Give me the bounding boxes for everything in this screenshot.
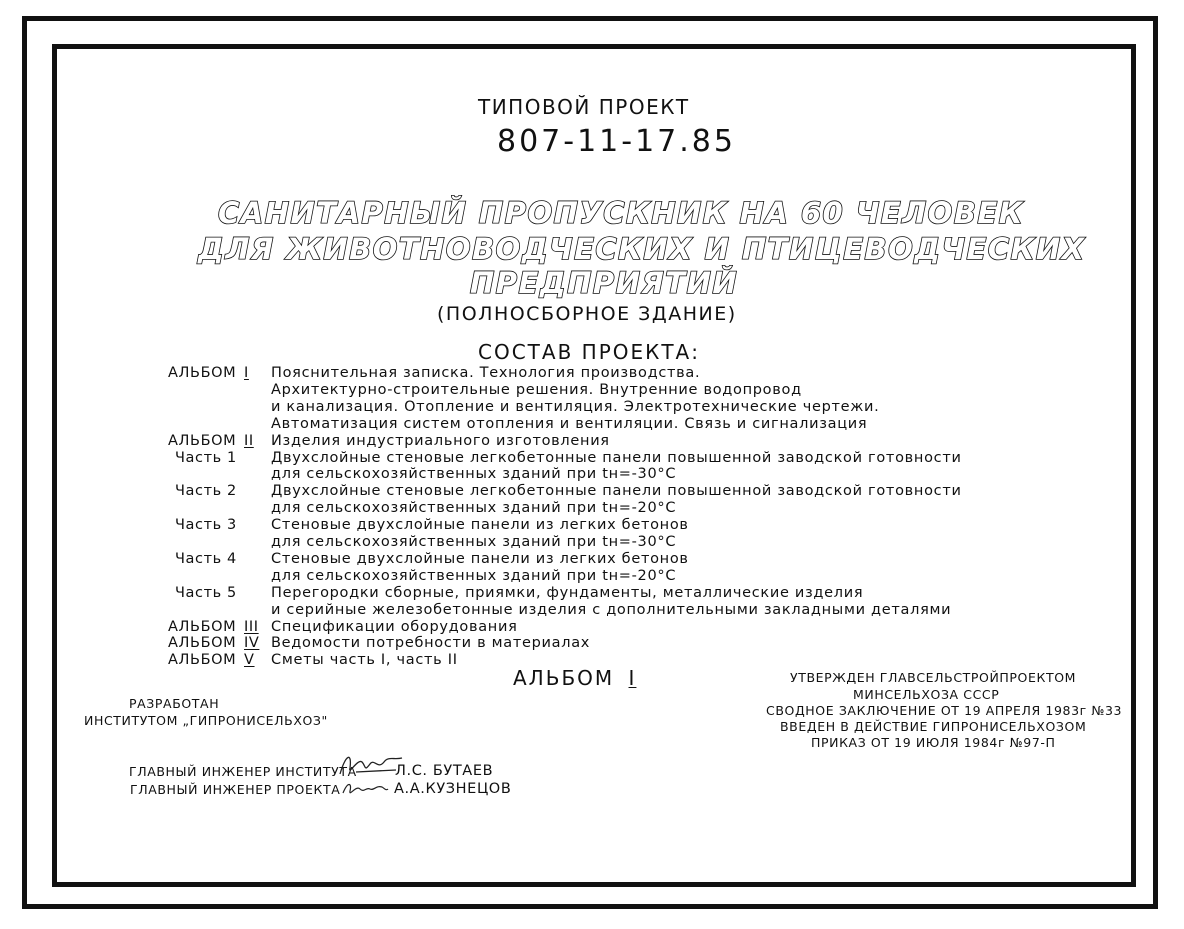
composition-row-text: Двухслойные стеновые легкобетонные панели повышенной заводской готовности <box>271 483 962 499</box>
composition-row-text: Сметы часть I, часть II <box>271 652 458 668</box>
composition-row-text: для сельскохозяйственных зданий при tн=-20°С <box>271 568 677 584</box>
project-type: ТИПОВОЙ ПРОЕКТ <box>478 95 690 119</box>
composition-row-text: Изделия индустриального изготовления <box>271 433 610 449</box>
signature-name-1: Л.С. БУТАЕВ <box>395 763 494 779</box>
title-line-2: ДЛЯ ЖИВОТНОВОДЧЕСКИХ И ПТИЦЕВОДЧЕСКИХ <box>198 232 1086 266</box>
composition-row-text: и канализация. Отопление и вентиляция. Электротехнические чертежи. <box>271 399 880 415</box>
signature-role-2: ГЛАВНЫЙ ИНЖЕНЕР ПРОЕКТА <box>130 782 341 797</box>
approval-line-3: СВОДНОЕ ЗАКЛЮЧЕНИЕ ОТ 19 АПРЕЛЯ 1983г №33 <box>766 703 1123 718</box>
composition-row-label: Часть 2 <box>175 483 237 499</box>
composition-row-roman: I <box>244 365 249 381</box>
composition-row-text: для сельскохозяйственных зданий при tн=-30°С <box>271 534 677 550</box>
developer-line-2: ИНСТИТУТОМ „ГИПРОНИСЕЛЬХОЗ" <box>84 713 328 728</box>
composition-row-text: Ведомости потребности в материалах <box>271 635 591 651</box>
composition-row-label: АЛЬБОМ <box>168 365 237 381</box>
composition-row-label: АЛЬБОМ <box>168 652 237 668</box>
approval-line-1: УТВЕРЖДЕН ГЛАВСЕЛЬСТРОЙПРОЕКТОМ <box>790 670 1077 685</box>
handwritten-signature-2 <box>340 777 390 801</box>
composition-row-text: для сельскохозяйственных зданий при tн=-20°С <box>271 500 677 516</box>
composition-row-label: Часть 5 <box>175 585 237 601</box>
project-number: 807-11-17.85 <box>497 124 736 159</box>
composition-row-roman: V <box>244 652 255 668</box>
title-subtitle: (ПОЛНОСБОРНОЕ ЗДАНИЕ) <box>437 303 737 325</box>
composition-row-text: и серийные железобетонные изделия с дополнительными закладными деталями <box>271 602 952 618</box>
title-line-3: ПРЕДПРИЯТИЙ <box>470 266 739 300</box>
composition-row-label: Часть 3 <box>175 517 237 533</box>
approval-line-2: МИНСЕЛЬХОЗА СССР <box>853 687 1000 702</box>
signature-role-1: ГЛАВНЫЙ ИНЖЕНЕР ИНСТИТУТА <box>129 764 357 779</box>
composition-row-text: Перегородки сборные, приямки, фундаменты, металлические изделия <box>271 585 864 601</box>
album-marker-roman: I <box>628 666 637 690</box>
composition-row-text: для сельскохозяйственных зданий при tн=-30°С <box>271 466 677 482</box>
approval-line-4: ВВЕДЕН В ДЕЙСТВИЕ ГИПРОНИСЕЛЬХОЗОМ <box>780 719 1087 734</box>
composition-row-roman: II <box>244 433 254 449</box>
title-line-1: САНИТАРНЫЙ ПРОПУСКНИК НА 60 ЧЕЛОВЕК <box>218 196 1024 230</box>
composition-row-label: АЛЬБОМ <box>168 433 237 449</box>
composition-row-label: АЛЬБОМ <box>168 619 237 635</box>
composition-row-label: Часть 1 <box>175 450 237 466</box>
composition-row-text: Пояснительная записка. Технология производства. <box>271 365 701 381</box>
signature-name-2: А.А.КУЗНЕЦОВ <box>394 781 512 797</box>
album-marker-label: АЛЬБОМ <box>513 666 615 690</box>
composition-row-text: Спецификации оборудования <box>271 619 518 635</box>
composition-row-text: Стеновые двухслойные панели из легких бетонов <box>271 517 689 533</box>
composition-row-text: Архитектурно-строительные решения. Внутренние водопровод <box>271 382 802 398</box>
composition-row-text: Двухслойные стеновые легкобетонные панели повышенной заводской готовности <box>271 450 962 466</box>
composition-row-text: Автоматизация систем отопления и вентиляции. Связь и сигнализация <box>271 416 868 432</box>
composition-row-label: Часть 4 <box>175 551 237 567</box>
composition-heading: СОСТАВ ПРОЕКТА: <box>478 340 700 364</box>
composition-row-roman: IV <box>244 635 260 651</box>
developer-line-1: РАЗРАБОТАН <box>129 696 220 711</box>
composition-row-label: АЛЬБОМ <box>168 635 237 651</box>
album-marker <box>513 668 636 688</box>
approval-line-5: ПРИКАЗ ОТ 19 ИЮЛЯ 1984г №97-П <box>811 735 1056 750</box>
composition-row-roman: III <box>244 619 259 635</box>
composition-row-text: Стеновые двухслойные панели из легких бетонов <box>271 551 689 567</box>
